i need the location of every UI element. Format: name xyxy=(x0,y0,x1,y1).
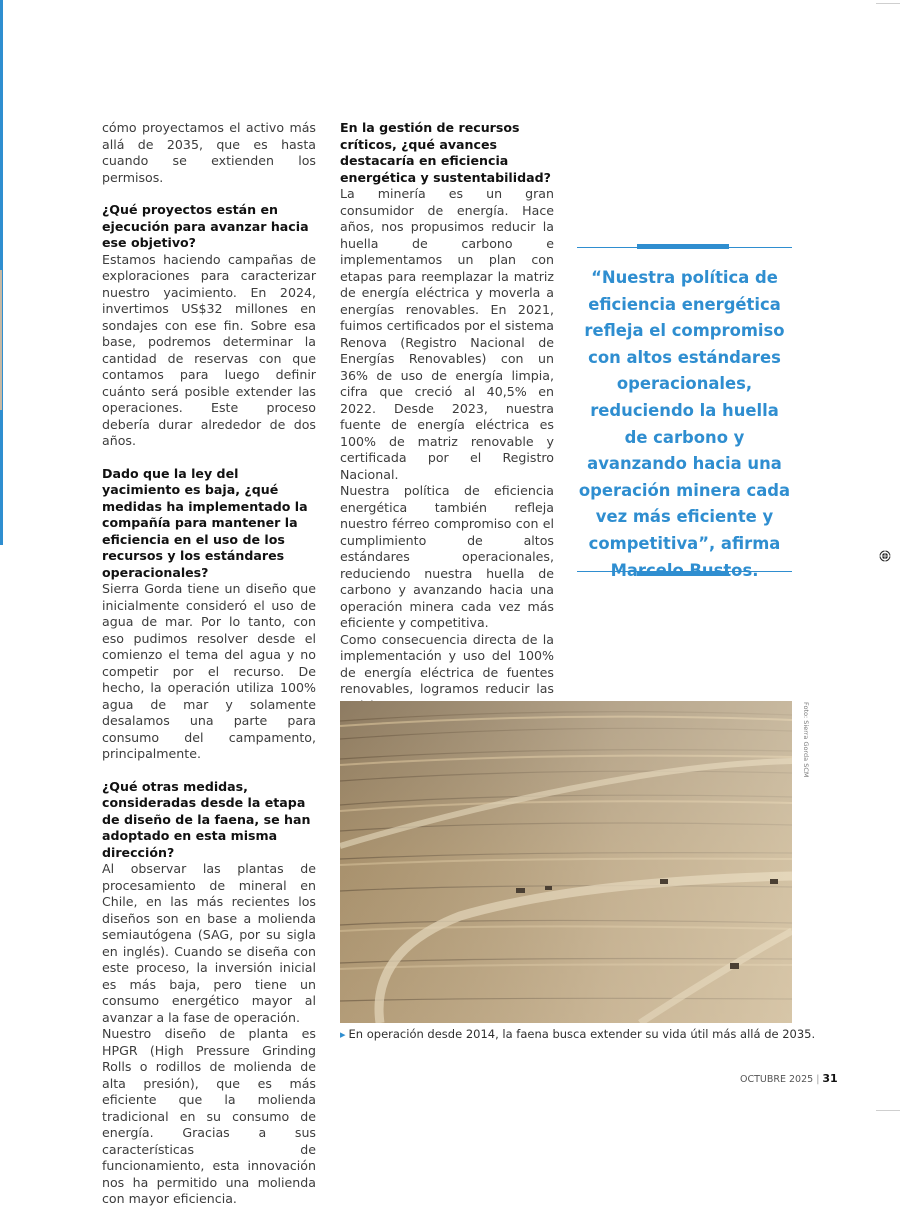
quote-accent-top xyxy=(637,244,729,249)
pull-quote-text: “Nuestra política de eficiencia energética refleja el compromiso con altos estándares operacionales, reduciendo la huella de carbono y avanzando hacia una operación minera cada vez más eficiente y competitiva”, afirma xyxy=(578,268,791,553)
page-number: 31 xyxy=(822,1072,838,1085)
photo-credit: Foto: Sierra Gorda SCM xyxy=(802,702,810,778)
interview-question: ¿Qué proyectos están en ejecución para avanzar hacia ese objetivo? xyxy=(102,202,309,250)
photo-caption xyxy=(340,1027,816,1041)
issue-date: OCTUBRE 2025 xyxy=(740,1074,814,1085)
caption-arrow-icon: ▸ xyxy=(340,1028,346,1041)
registration-mark-icon xyxy=(879,550,891,562)
paragraph: cómo proyectamos el activo más allá de 2035, que es hasta cuando se extienden los permisos. xyxy=(102,120,316,185)
page-footer xyxy=(740,1072,838,1085)
paragraph: Sierra Gorda tiene un diseño que inicialmente consideró el uso de agua de mar. Por lo tanto, con eso pudimos resolver desde el comienzo el tema del agua y no competir por el recurso. De hecho, la operación utiliza 100% agua de mar y solamente desalamos una parte para consumo del campamento, principalmente. xyxy=(102,581,316,761)
paragraph: La minería es un gran consumidor de energía. Hace años, nos propusimos reducir la huella de carbono e implementamos un plan con etapas para reemplazar la matriz de energía eléctrica y moverla a energías renovables. En 2021, fuimos certificados por el sistema Renova (Registro Nacional de Energías Renovables) con un 36% de uso de energía limpia, cifra que creció al 40,5% en 2022. Desde 2023, nuestra fuente de energía eléctrica es 100% de matriz renovable y certificada por el Registro Nacional. xyxy=(340,186,554,482)
paragraph: Nuestro diseño de planta es HPGR (High Pressure Grinding Rolls o rodillos de molienda de alta presión), que es más eficiente que la molienda tradicional en su consumo de energía. Gracias a sus características de funcionamiento, esta innovación nos ha permitido una molienda con mayor eficiencia. xyxy=(102,1026,316,1206)
paragraph: Nuestra política de eficiencia energética también refleja nuestro férreo compromiso con el cumplimiento de altos estándares operacionales, reduciendo nuestra huella de carbono y avanzando hacia una operación minera cada vez más eficiente y competitiva. xyxy=(340,483,554,630)
open-pit-mine-photo xyxy=(340,701,792,1023)
pull-quote xyxy=(577,244,792,576)
left-edge-photo-strip xyxy=(0,270,2,410)
footer-separator: | xyxy=(816,1074,820,1085)
quote-accent-bottom xyxy=(637,571,729,576)
crop-mark-bottom xyxy=(876,1110,900,1111)
emissions-text: Como consecuencia directa de la implementación y uso del 100% de energía eléctrica de fuentes renovables, logramos reducir las xyxy=(340,631,554,696)
paragraph: Al observar las plantas de procesamiento de mineral en Chile, en las más recientes los diseños son en base a molienda semiautógena (SAG, por su sigla en inglés). Cuando se diseña con este proceso, la inversión inicial es más baja, pero tiene un consumo energético mayor al avanzar a la fase de operación. xyxy=(102,861,316,1025)
crop-mark-top xyxy=(876,3,900,4)
interview-question: En la gestión de recursos críticos, ¿qué avances destacaría en eficiencia energética y sustentabilidad? xyxy=(340,120,551,185)
article-column-2 xyxy=(340,120,554,786)
caption-text: En operación desde 2014, la faena busca extender su vida útil más allá de 2035. xyxy=(348,1027,816,1041)
article-column-1 xyxy=(102,120,316,1208)
interview-question: ¿Qué otras medidas, consideradas desde la etapa de diseño de la faena, se han adoptado en esta misma dirección? xyxy=(102,778,311,860)
paragraph: Estamos haciendo campañas de exploraciones para caracterizar nuestro yacimiento. En 2024, invertimos US$32 millones en sondajes con ese fin. Sobre esa base, podremos determinar la cantidad de reservas con que contamos para luego definir cuánto será posible extender las operaciones. Este proceso debería durar alrededor de dos años. xyxy=(102,251,316,448)
interview-question: Dado que la ley del yacimiento es baja, ¿qué medidas ha implementado la compañía para mantener la eficiencia en el uso de los recursos y los estándares operacionales? xyxy=(102,465,308,580)
